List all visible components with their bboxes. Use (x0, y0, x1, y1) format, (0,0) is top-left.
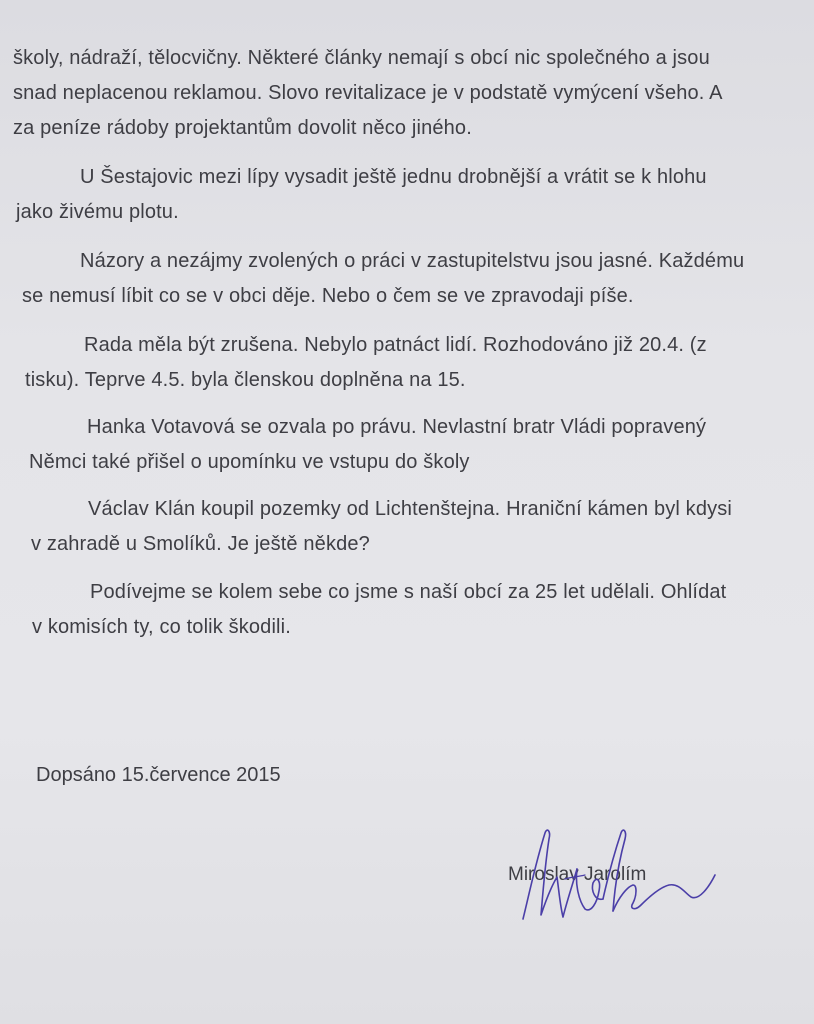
body-text-line: Podívejme se kolem sebe co jsme s naší obcí za 25 let udělali. Ohlídat (90, 581, 727, 603)
body-text-line: v komisích ty, co tolik škodili. (32, 616, 291, 638)
body-text-line: Názory a nezájmy zvolených o práci v zastupitelstvu jsou jasné. Každému (80, 250, 745, 272)
body-text-line: v zahradě u Smolíků. Je ještě někde? (31, 533, 370, 555)
body-text-line: Rada měla být zrušena. Nebylo patnáct lidí. Rozhodováno již 20.4. (z (84, 334, 707, 356)
body-text-line: školy, nádraží, tělocvičny. Některé články nemají s obcí nic společného a jsou (13, 47, 710, 69)
body-text-line: Němci také přišel o upomínku ve vstupu do školy (29, 451, 470, 473)
body-text-line: Hanka Votavová se ozvala po právu. Nevlastní bratr Vládi popravený (87, 416, 707, 438)
body-text-line: U Šestajovic mezi lípy vysadit ještě jednu drobnější a vrátit se k hlohu (80, 166, 707, 188)
handwritten-signature (505, 825, 725, 930)
body-text-line: za peníze rádoby projektantům dovolit něco jiného. (13, 117, 472, 139)
body-text-line: jako živému plotu. (16, 201, 179, 223)
body-text-line: tisku). Teprve 4.5. byla členskou doplněna na 15. (25, 369, 466, 391)
author-name: Miroslav Jarolím (508, 864, 647, 885)
body-text-line: se nemusí líbit co se v obci děje. Nebo o čem se ve zpravodaji píše. (22, 285, 634, 307)
body-text-line: Václav Klán koupil pozemky od Lichtenštejna. Hraniční kámen byl kdysi (88, 498, 733, 520)
date-line: Dopsáno 15.července 2015 (36, 764, 281, 786)
body-text-line: snad neplacenou reklamou. Slovo revitalizace je v podstatě vymýcení všeho. A (13, 82, 723, 104)
